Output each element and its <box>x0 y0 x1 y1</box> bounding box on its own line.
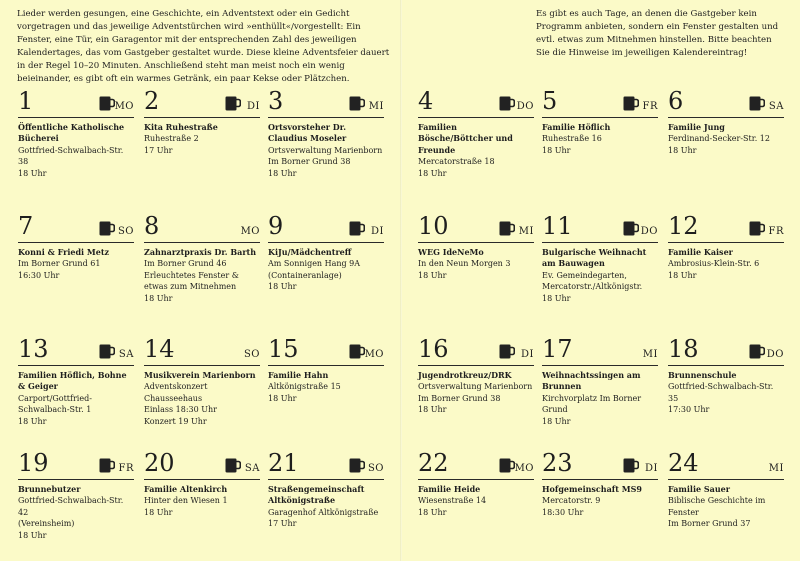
day-details <box>668 484 784 530</box>
detail-line: Altkönigstraße 15 <box>268 382 341 392</box>
day-details <box>668 122 784 156</box>
day-header <box>542 210 658 243</box>
detail-line: Wiesenstraße 14 <box>418 496 487 506</box>
detail-line: (Containeranlage) <box>268 270 342 280</box>
day-number: 12 <box>668 212 699 240</box>
calendar-day-10 <box>418 210 534 310</box>
weekday-label: MO <box>514 463 534 474</box>
mug-icon <box>623 96 639 111</box>
detail-line: 18 Uhr <box>418 507 447 517</box>
detail-line: Biblische Geschichte im <box>668 496 766 506</box>
day-header <box>144 210 260 243</box>
day-details <box>542 122 658 156</box>
day-number: 17 <box>542 335 573 363</box>
detail-line: Gottfried-Schwalbach-Str. 42 <box>18 496 124 517</box>
mug-icon <box>749 221 765 236</box>
day-details <box>18 370 134 427</box>
calendar-day-13 <box>18 333 134 433</box>
detail-line: Carport/Gottfried- <box>18 393 92 403</box>
calendar-day-2 <box>144 85 260 185</box>
detail-line: 17 Uhr <box>144 145 173 155</box>
mug-icon <box>225 458 241 473</box>
mug-icon <box>499 96 515 111</box>
host-name: Familie Sauer <box>668 484 730 494</box>
detail-line: 18 Uhr <box>144 507 173 517</box>
day-header <box>542 447 658 480</box>
detail-line: Ruhestraße 2 <box>144 134 199 144</box>
intro-text-right: Es gibt es auch Tage, an denen die Gastgeber kein Programm anbieten, sondern ein Fenster gestalten und evtl. etwas zum Mitnehmen hinstellen. Bitte beachten Sie die Hinweise im jeweiligen Kalendereintrag! <box>536 9 779 58</box>
detail-line: 18 Uhr <box>542 145 571 155</box>
detail-line: (Vereinsheim) <box>18 519 75 529</box>
mug-icon <box>349 458 365 473</box>
detail-line: In den Neun Morgen 3 <box>418 259 511 269</box>
detail-line: Im Borner Grund 38 <box>418 393 501 403</box>
detail-line: 18 Uhr <box>18 530 47 540</box>
calendar-day-17 <box>542 333 658 433</box>
calendar-day-18 <box>668 333 784 433</box>
mug-icon <box>225 96 241 111</box>
calendar-day-23 <box>542 447 658 547</box>
day-number: 1 <box>18 87 34 115</box>
detail-line: 18 Uhr <box>418 405 447 415</box>
day-header <box>18 333 134 366</box>
detail-line: Im Borner Grund 37 <box>668 519 751 529</box>
weekday-label: SO <box>117 226 134 237</box>
detail-line: Ortsverwaltung Marienborn <box>268 145 383 155</box>
calendar-day-12 <box>668 210 784 310</box>
mug-icon <box>623 221 639 236</box>
detail-line: Garagenhof Altkönigstraße <box>268 507 379 517</box>
detail-line: Konzert 19 Uhr <box>144 416 207 426</box>
mug-icon <box>349 96 365 111</box>
day-header <box>542 333 658 366</box>
host-name: KiJu/Mädchentreff <box>268 247 352 257</box>
day-details <box>268 247 384 293</box>
mug-icon <box>349 344 365 359</box>
day-number: 20 <box>144 449 175 477</box>
calendar-day-14 <box>144 333 260 433</box>
host-name: Musikverein Marienborn <box>144 370 256 380</box>
day-number: 22 <box>418 449 449 477</box>
mug-icon <box>499 458 515 473</box>
host-name: Ortsvorsteher Dr. Claudius Moseler <box>268 122 347 144</box>
host-name: Familie Jung <box>668 122 725 132</box>
detail-line: Mercatorstr. 9 <box>542 496 601 506</box>
calendar-day-15 <box>268 333 384 433</box>
weekday-label: DI <box>247 101 260 112</box>
mug-icon <box>749 344 765 359</box>
host-name: Brunnebutzer <box>18 484 81 494</box>
mug-icon <box>349 221 365 236</box>
detail-line: Grund <box>542 405 568 415</box>
calendar-day-6 <box>668 85 784 185</box>
mug-icon <box>499 344 515 359</box>
detail-line: 18 Uhr <box>268 168 297 178</box>
detail-line: 18 Uhr <box>18 168 47 178</box>
calendar-day-8 <box>144 210 260 310</box>
weekday-label: MO <box>364 349 384 360</box>
detail-line: 18:30 Uhr <box>542 507 584 517</box>
detail-line: Mercatorstraße 18 <box>418 157 495 167</box>
detail-line: 18 Uhr <box>144 293 173 303</box>
day-number: 9 <box>268 212 284 240</box>
host-name: Weihnachtssingen am Brunnen <box>542 370 641 392</box>
detail-line: 18 Uhr <box>668 270 697 280</box>
day-header <box>668 85 784 118</box>
detail-line: 18 Uhr <box>668 145 697 155</box>
weekday-label: DO <box>766 349 784 360</box>
day-header <box>144 85 260 118</box>
weekday-label: MI <box>642 349 658 360</box>
weekday-label: SO <box>367 463 384 474</box>
detail-line: 18 Uhr <box>418 270 447 280</box>
detail-line: 18 Uhr <box>268 282 297 292</box>
detail-line: etwas zum Mitnehmen <box>144 282 237 292</box>
day-number: 3 <box>268 87 284 115</box>
calendar-day-19 <box>18 447 134 547</box>
day-details <box>542 247 658 304</box>
host-name: Öffentliche Katholische Bücherei <box>18 122 125 144</box>
day-header <box>418 333 534 366</box>
day-header <box>668 333 784 366</box>
detail-line: Einlass 18:30 Uhr <box>144 405 217 415</box>
host-name: Kita Ruhestraße <box>144 122 218 132</box>
host-name: Familien Bösche/Böttcher und Freunde <box>418 122 513 155</box>
calendar-day-22 <box>418 447 534 547</box>
day-header <box>418 85 534 118</box>
detail-line: Ferdinand-Secker-Str. 12 <box>668 134 770 144</box>
detail-line: Im Borner Grund 38 <box>268 157 351 167</box>
host-name: Familie Altenkirch <box>144 484 228 494</box>
day-header <box>268 333 384 366</box>
detail-line: Kirchvorplatz Im Borner <box>542 393 642 403</box>
day-details <box>268 122 384 179</box>
calendar-day-4 <box>418 85 534 185</box>
day-number: 15 <box>268 335 299 363</box>
weekday-label: DO <box>516 101 534 112</box>
mug-icon <box>623 458 639 473</box>
weekday-label: SA <box>118 349 134 360</box>
calendar-day-7 <box>18 210 134 310</box>
detail-line: 18 Uhr <box>18 416 47 426</box>
mug-icon <box>499 221 515 236</box>
day-header <box>418 210 534 243</box>
day-header <box>268 210 384 243</box>
detail-line: Ruhestraße 16 <box>542 134 602 144</box>
weekday-label: FR <box>118 463 134 474</box>
mug-icon <box>749 96 765 111</box>
day-number: 2 <box>144 87 160 115</box>
detail-line: 17:30 Uhr <box>668 405 710 415</box>
detail-line: Ev. Gemeindegarten, <box>542 270 627 280</box>
day-number: 19 <box>18 449 49 477</box>
host-name: Zahnarztpraxis Dr. Barth <box>144 247 257 257</box>
day-details <box>144 247 260 304</box>
day-details <box>668 370 784 416</box>
detail-line: Ortsverwaltung Marienborn <box>418 382 533 392</box>
detail-line: Am Sonnigen Hang 9A <box>268 259 361 269</box>
weekday-label: MO <box>114 101 134 112</box>
detail-line: Erleuchtetes Fenster & <box>144 270 239 280</box>
weekday-label: DI <box>645 463 658 474</box>
day-header <box>268 447 384 480</box>
day-header <box>144 333 260 366</box>
detail-line: 18 Uhr <box>542 293 571 303</box>
day-number: 8 <box>144 212 160 240</box>
detail-line: 16:30 Uhr <box>18 270 60 280</box>
day-details <box>542 484 658 518</box>
detail-line: Schwalbach-Str. 1 <box>18 405 92 415</box>
day-details <box>18 484 134 541</box>
host-name: Konni & Friedi Metz <box>18 247 110 257</box>
calendar-day-3 <box>268 85 384 185</box>
page-fold <box>400 0 402 561</box>
calendar-day-20 <box>144 447 260 547</box>
detail-line: Chausseehaus <box>144 393 203 403</box>
day-number: 5 <box>542 87 558 115</box>
detail-line: Adventskonzert <box>144 382 208 392</box>
weekday-label: DI <box>521 349 534 360</box>
day-header <box>268 85 384 118</box>
day-details <box>418 247 534 281</box>
day-number: 11 <box>542 212 573 240</box>
detail-line: Mercatorstr./Altkönigstr. <box>542 282 643 292</box>
day-details <box>268 484 384 530</box>
intro-text-left: Lieder werden gesungen, eine Geschichte, ein Adventstext oder ein Gedicht vorgetragen und das jeweilige Adventstürchen wird »enthüllt«/vorgestellt: Ein Fenster, eine Tür, ein Garagentor mit der entsprechenden Zahl des jeweiligen Kalendertages, das vom Gastgeber gestaltet wurde. Diese kleine Adventsfeier dauert in der Regel 10–20 Minuten. Anschließend steht man meist noch ein wenig beieinander, es gibt oft ein warmes Getränk, ein paar Kekse oder Plätzchen. <box>17 9 390 84</box>
detail-line: 18 Uhr <box>542 416 571 426</box>
day-number: 10 <box>418 212 449 240</box>
calendar-day-24 <box>668 447 784 547</box>
day-number: 23 <box>542 449 573 477</box>
day-details <box>668 247 784 281</box>
detail-line: 18 Uhr <box>268 393 297 403</box>
weekday-label: MI <box>368 101 384 112</box>
host-name: Brunnenschule <box>668 370 737 380</box>
day-header <box>144 447 260 480</box>
calendar-day-16 <box>418 333 534 433</box>
day-details <box>144 122 260 156</box>
day-details <box>542 370 658 427</box>
day-number: 16 <box>418 335 449 363</box>
detail-line: 18 Uhr <box>418 168 447 178</box>
weekday-label: FR <box>642 101 658 112</box>
calendar-day-5 <box>542 85 658 185</box>
detail-line: Fenster <box>668 507 699 517</box>
day-details <box>18 247 134 281</box>
weekday-label: MI <box>518 226 534 237</box>
day-number: 4 <box>418 87 434 115</box>
host-name: Familie Heide <box>418 484 481 494</box>
day-details <box>268 370 384 404</box>
detail-line: Im Borner Grund 46 <box>144 259 227 269</box>
day-number: 7 <box>18 212 34 240</box>
detail-line: 17 Uhr <box>268 519 297 529</box>
weekday-label: FR <box>768 226 784 237</box>
day-header <box>668 210 784 243</box>
day-header <box>18 210 134 243</box>
host-name: WEG IdeNeMo <box>418 247 484 257</box>
detail-line: Gottfried-Schwalbach-Str. 38 <box>18 145 124 167</box>
mug-icon <box>99 96 115 111</box>
day-header <box>418 447 534 480</box>
calendar-day-21 <box>268 447 384 547</box>
calendar-day-1 <box>18 85 134 185</box>
calendar-day-11 <box>542 210 658 310</box>
day-number: 18 <box>668 335 699 363</box>
mug-icon <box>99 221 115 236</box>
day-details <box>418 370 534 416</box>
day-header <box>668 447 784 480</box>
host-name: Familie Kaiser <box>668 247 733 257</box>
day-details <box>144 370 260 427</box>
day-number: 14 <box>144 335 175 363</box>
host-name: Familie Hahn <box>268 370 329 380</box>
host-name: Straßengemeinschaft Altkönigstraße <box>268 484 365 506</box>
detail-line: Hinter den Wiesen 1 <box>144 496 228 506</box>
day-number: 6 <box>668 87 684 115</box>
day-number: 13 <box>18 335 49 363</box>
host-name: Jugendrotkreuz/DRK <box>418 370 512 380</box>
weekday-label: SA <box>244 463 260 474</box>
host-name: Hofgemeinschaft MS9 <box>542 484 642 494</box>
detail-line: Ambrosius-Klein-Str. 6 <box>668 259 760 269</box>
host-name: Familie Höflich <box>542 122 611 132</box>
detail-line: Im Borner Grund 61 <box>18 259 101 269</box>
day-header <box>18 85 134 118</box>
host-name: Familien Höflich, Bohne & Geiger <box>18 370 127 392</box>
weekday-label: SA <box>768 101 784 112</box>
calendar-day-9 <box>268 210 384 310</box>
day-number: 24 <box>668 449 699 477</box>
day-number: 21 <box>268 449 299 477</box>
weekday-label: SO <box>243 349 260 360</box>
day-header <box>542 85 658 118</box>
mug-icon <box>99 344 115 359</box>
host-name: Bulgarische Weihnacht am Bauwagen <box>542 247 647 269</box>
mug-icon <box>99 458 115 473</box>
day-details <box>418 484 534 518</box>
day-details <box>144 484 260 518</box>
day-details <box>418 122 534 179</box>
weekday-label: DI <box>371 226 384 237</box>
weekday-label: DO <box>640 226 658 237</box>
weekday-label: MI <box>768 463 784 474</box>
detail-line: Gottfried-Schwalbach-Str. 35 <box>668 382 774 403</box>
day-details <box>18 122 134 179</box>
weekday-label: MO <box>240 226 260 237</box>
day-header <box>18 447 134 480</box>
